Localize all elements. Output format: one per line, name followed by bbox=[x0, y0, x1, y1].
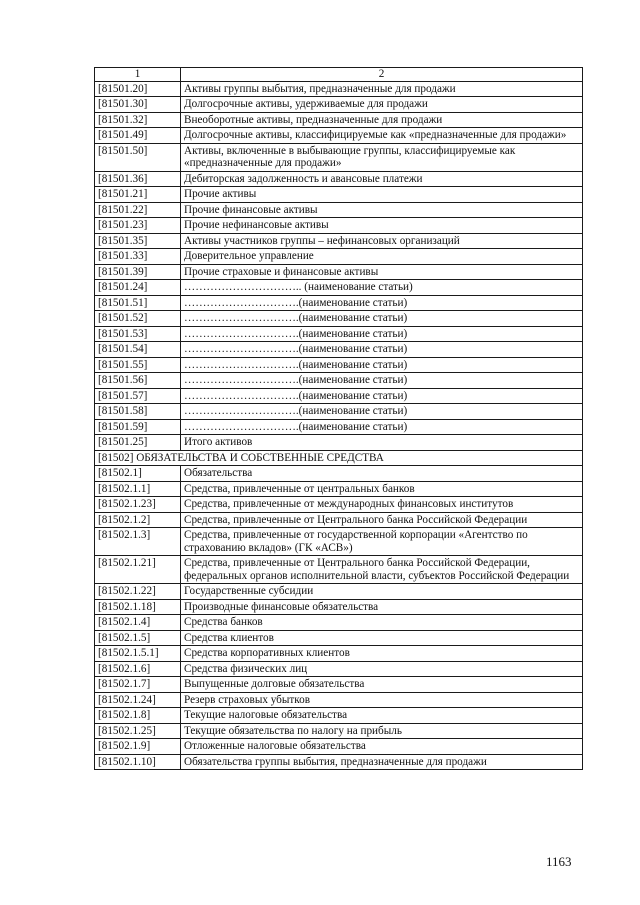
account-name: Текущие обязательства по налогу на прибыль bbox=[181, 723, 583, 739]
account-code: [81502.1.8] bbox=[95, 708, 181, 724]
account-code: [81501.53] bbox=[95, 326, 181, 342]
account-name: Обязательства группы выбытия, предназначенные для продажи bbox=[181, 754, 583, 770]
account-code: [81502.1.5.1] bbox=[95, 646, 181, 662]
table-row bbox=[95, 187, 583, 203]
table-row bbox=[95, 202, 583, 218]
table-row bbox=[95, 615, 583, 631]
table-row bbox=[95, 512, 583, 528]
table-header-row bbox=[95, 68, 583, 82]
account-name: Доверительное управление bbox=[181, 249, 583, 265]
account-code: [81502.1.7] bbox=[95, 677, 181, 693]
table-row bbox=[95, 466, 583, 482]
account-name: Прочие активы bbox=[181, 187, 583, 203]
account-code: [81501.39] bbox=[95, 264, 181, 280]
table-row bbox=[95, 233, 583, 249]
account-name: ………………………….(наименование статьи) bbox=[181, 342, 583, 358]
account-name: ………………………….(наименование статьи) bbox=[181, 373, 583, 389]
account-code: [81502.1.5] bbox=[95, 630, 181, 646]
account-name: Долгосрочные активы, удерживаемые для продажи bbox=[181, 97, 583, 113]
table-row bbox=[95, 357, 583, 373]
section-header-row bbox=[95, 450, 583, 466]
table-row bbox=[95, 143, 583, 171]
account-code: [81501.51] bbox=[95, 295, 181, 311]
account-code: [81501.25] bbox=[95, 435, 181, 451]
table-row bbox=[95, 599, 583, 615]
account-code: [81502.1.6] bbox=[95, 661, 181, 677]
account-code: [81501.55] bbox=[95, 357, 181, 373]
account-code: [81501.52] bbox=[95, 311, 181, 327]
table-row bbox=[95, 556, 583, 584]
table-row bbox=[95, 419, 583, 435]
account-name: Средства, привлеченные от центральных банков bbox=[181, 481, 583, 497]
account-name: ………………………….(наименование статьи) bbox=[181, 404, 583, 420]
table-row bbox=[95, 481, 583, 497]
account-code: [81501.36] bbox=[95, 171, 181, 187]
table-row bbox=[95, 528, 583, 556]
account-name: Активы, включенные в выбывающие группы, классифицируемые как «предназначенные для продажи» bbox=[181, 143, 583, 171]
table-row bbox=[95, 677, 583, 693]
account-name: ………………………….(наименование статьи) bbox=[181, 419, 583, 435]
account-code: [81501.21] bbox=[95, 187, 181, 203]
account-code: [81502.1.22] bbox=[95, 584, 181, 600]
account-code: [81502.1.21] bbox=[95, 556, 181, 584]
table-row bbox=[95, 708, 583, 724]
account-name: Производные финансовые обязательства bbox=[181, 599, 583, 615]
account-code: [81501.30] bbox=[95, 97, 181, 113]
page-number: 1163 bbox=[546, 854, 572, 869]
account-name: Средства, привлеченные от государственной корпорации «Агентство по страхованию вкладов» (ГК «АСВ») bbox=[181, 528, 583, 556]
table-row bbox=[95, 249, 583, 265]
account-code: [81501.49] bbox=[95, 128, 181, 144]
account-code: [81501.23] bbox=[95, 218, 181, 234]
account-code: [81502.1.10] bbox=[95, 754, 181, 770]
account-name: Средства корпоративных клиентов bbox=[181, 646, 583, 662]
account-code: [81501.33] bbox=[95, 249, 181, 265]
account-name: ………………………….(наименование статьи) bbox=[181, 326, 583, 342]
table-row bbox=[95, 630, 583, 646]
account-name: ………………………….(наименование статьи) bbox=[181, 295, 583, 311]
section-title: [81502] ОБЯЗАТЕЛЬСТВА И СОБСТВЕННЫЕ СРЕДСТВА bbox=[95, 450, 583, 466]
table-row bbox=[95, 754, 583, 770]
table-row bbox=[95, 128, 583, 144]
account-name: Прочие страховые и финансовые активы bbox=[181, 264, 583, 280]
account-code: [81501.56] bbox=[95, 373, 181, 389]
account-code: [81501.35] bbox=[95, 233, 181, 249]
table-body bbox=[95, 68, 583, 770]
account-name: Средства банков bbox=[181, 615, 583, 631]
table-row bbox=[95, 326, 583, 342]
table-row bbox=[95, 404, 583, 420]
table-row bbox=[95, 497, 583, 513]
column-header-1: 1 bbox=[95, 68, 181, 82]
account-name: ………………………….. (наименование статьи) bbox=[181, 280, 583, 296]
account-name: ………………………….(наименование статьи) bbox=[181, 357, 583, 373]
account-name: Прочие финансовые активы bbox=[181, 202, 583, 218]
column-header-2: 2 bbox=[181, 68, 583, 82]
account-name: Внеоборотные активы, предназначенные для продажи bbox=[181, 112, 583, 128]
account-code: [81502.1.18] bbox=[95, 599, 181, 615]
account-code: [81502.1.2] bbox=[95, 512, 181, 528]
account-code: [81501.57] bbox=[95, 388, 181, 404]
account-code: [81502.1.24] bbox=[95, 692, 181, 708]
account-name: Активы группы выбытия, предназначенные для продажи bbox=[181, 81, 583, 97]
account-code: [81502.1.9] bbox=[95, 739, 181, 755]
account-name: ………………………….(наименование статьи) bbox=[181, 311, 583, 327]
account-name: Дебиторская задолженность и авансовые платежи bbox=[181, 171, 583, 187]
account-name: Итого активов bbox=[181, 435, 583, 451]
table-row bbox=[95, 264, 583, 280]
table-row bbox=[95, 97, 583, 113]
account-code: [81502.1.23] bbox=[95, 497, 181, 513]
account-code: [81501.58] bbox=[95, 404, 181, 420]
account-name: Выпущенные долговые обязательства bbox=[181, 677, 583, 693]
account-name: Обязательства bbox=[181, 466, 583, 482]
account-code: [81501.32] bbox=[95, 112, 181, 128]
account-name: Текущие налоговые обязательства bbox=[181, 708, 583, 724]
account-code: [81502.1.4] bbox=[95, 615, 181, 631]
account-name: Резерв страховых убытков bbox=[181, 692, 583, 708]
account-name: Средства клиентов bbox=[181, 630, 583, 646]
account-code: [81502.1.1] bbox=[95, 481, 181, 497]
table-row bbox=[95, 723, 583, 739]
table-row bbox=[95, 218, 583, 234]
account-name: Государственные субсидии bbox=[181, 584, 583, 600]
account-name: ………………………….(наименование статьи) bbox=[181, 388, 583, 404]
account-code: [81501.22] bbox=[95, 202, 181, 218]
account-code: [81502.1.25] bbox=[95, 723, 181, 739]
account-name: Средства физических лиц bbox=[181, 661, 583, 677]
account-name: Долгосрочные активы, классифицируемые как «предназначенные для продажи» bbox=[181, 128, 583, 144]
table-row bbox=[95, 373, 583, 389]
account-name: Прочие нефинансовые активы bbox=[181, 218, 583, 234]
account-name: Активы участников группы – нефинансовых организаций bbox=[181, 233, 583, 249]
account-name: Отложенные налоговые обязательства bbox=[181, 739, 583, 755]
table-row bbox=[95, 584, 583, 600]
table-row bbox=[95, 388, 583, 404]
account-code: [81501.50] bbox=[95, 143, 181, 171]
account-code: [81501.54] bbox=[95, 342, 181, 358]
account-code: [81502.1] bbox=[95, 466, 181, 482]
table-row bbox=[95, 295, 583, 311]
account-code: [81501.20] bbox=[95, 81, 181, 97]
table-row bbox=[95, 692, 583, 708]
account-codes-table bbox=[94, 67, 583, 770]
account-name: Средства, привлеченные от международных финансовых институтов bbox=[181, 497, 583, 513]
account-name: Средства, привлеченные от Центрального банка Российской Федерации bbox=[181, 512, 583, 528]
account-name: Средства, привлеченные от Центрального банка Российской Федерации, федеральных органов исполнительной власти, субъектов Российской Федерации bbox=[181, 556, 583, 584]
table-row bbox=[95, 435, 583, 451]
table-row bbox=[95, 280, 583, 296]
table-row bbox=[95, 342, 583, 358]
account-code: [81502.1.3] bbox=[95, 528, 181, 556]
table-row bbox=[95, 81, 583, 97]
table-row bbox=[95, 311, 583, 327]
table-row bbox=[95, 112, 583, 128]
table-row bbox=[95, 171, 583, 187]
table-row bbox=[95, 739, 583, 755]
table-row bbox=[95, 661, 583, 677]
account-code: [81501.24] bbox=[95, 280, 181, 296]
table-row bbox=[95, 646, 583, 662]
account-code: [81501.59] bbox=[95, 419, 181, 435]
